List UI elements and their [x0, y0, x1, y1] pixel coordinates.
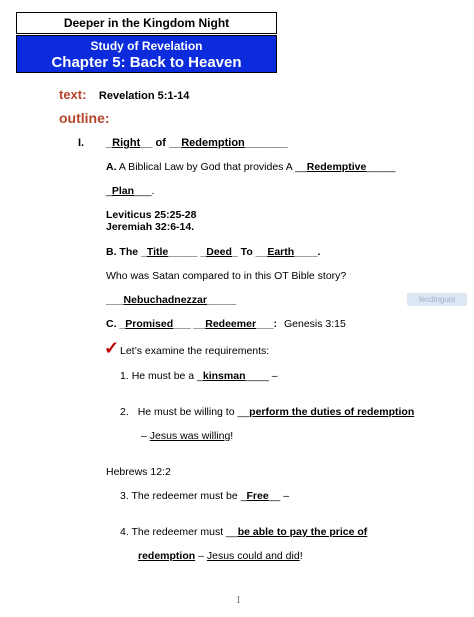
text-line [59, 86, 189, 104]
blank-nebuchadnezzar: Nebuchadnezzar [123, 294, 207, 306]
section-1-numeral: I. [78, 137, 85, 149]
blank-redemption: Redemption [181, 137, 245, 149]
series-title: Deeper in the Kingdom Night [63, 16, 230, 30]
answer-line: ___Nebuchadnezzar_____ [106, 294, 237, 306]
blank-redemption-2: redemption [138, 550, 196, 562]
requirements-intro: Let’s examine the requirements: [120, 345, 270, 357]
reference-hebrews: Hebrews 12:2 [106, 466, 171, 478]
blank-promised: Promised [125, 318, 174, 330]
item-c: C. _Promised___ __Redeemer___: Genesis 3:15 [106, 318, 346, 330]
series-header [16, 12, 277, 34]
outline-label: outline: [59, 110, 110, 126]
reference-leviticus: Leviticus 25:25-28 [106, 209, 197, 221]
blank-perform-duties: perform the duties of redemption [249, 406, 415, 418]
chapter-title: Chapter 5: Back to Heaven [51, 54, 242, 71]
blank-earth: Earth [267, 246, 295, 258]
requirement-4: 4. The redeemer must __be able to pay the price of [120, 526, 368, 538]
requirement-2-note: – Jesus was willing! [141, 430, 234, 442]
watermark-badge: lecdinguoi [407, 293, 467, 306]
blank-pay-price: be able to pay the price of [237, 526, 368, 538]
question-satan: Who was Satan compared to in this OT Bible story? [106, 270, 347, 282]
text-label: text: [59, 87, 87, 102]
section-1-heading: _Right__ of __Redemption_______ [106, 137, 288, 149]
item-a-letter: A. [106, 161, 117, 173]
blank-kinsman: kinsman [202, 370, 246, 382]
item-c-reference: Genesis 3:15 [283, 318, 346, 330]
blank-redeemer: Redeemer [205, 318, 257, 330]
requirement-2: 2. He must be willing to __perform the duties of redemption [120, 406, 415, 418]
blank-free: Free [246, 490, 269, 502]
page-number: 1 [236, 595, 241, 606]
blank-plan: Plan [111, 185, 135, 197]
text-reference: Revelation 5:1-14 [98, 90, 190, 102]
blank-title: Title [146, 246, 169, 258]
jesus-was-willing: Jesus was willing [149, 430, 231, 442]
requirement-3: 3. The redeemer must be _Free__ – [120, 490, 290, 502]
jesus-could-and-did: Jesus could and did [206, 550, 300, 562]
item-b-letter: B. [106, 246, 117, 258]
requirement-4-cont: redemption – Jesus could and did! [138, 550, 303, 562]
chapter-banner [16, 35, 277, 73]
item-b: B. The _Title_____ _Deed_ To __Earth____. [106, 246, 321, 258]
blank-right: Right [112, 137, 141, 149]
blank-redemptive: Redemptive [306, 161, 367, 173]
requirement-1: 1. He must be a _kinsman____ – [120, 370, 278, 382]
study-title: Study of Revelation [90, 39, 203, 53]
reference-jeremiah: Jeremiah 32:6-14. [106, 221, 195, 233]
item-a: A. A Biblical Law by God that provides A __Redemptive_____ [106, 161, 396, 173]
item-a-cont: _Plan___. [106, 185, 155, 197]
blank-deed: Deed [206, 246, 232, 258]
item-a-text: A Biblical Law by God that provides A __ [118, 161, 307, 173]
checkmark-icon: ✓ [104, 338, 120, 358]
item-c-letter: C. [106, 318, 117, 330]
